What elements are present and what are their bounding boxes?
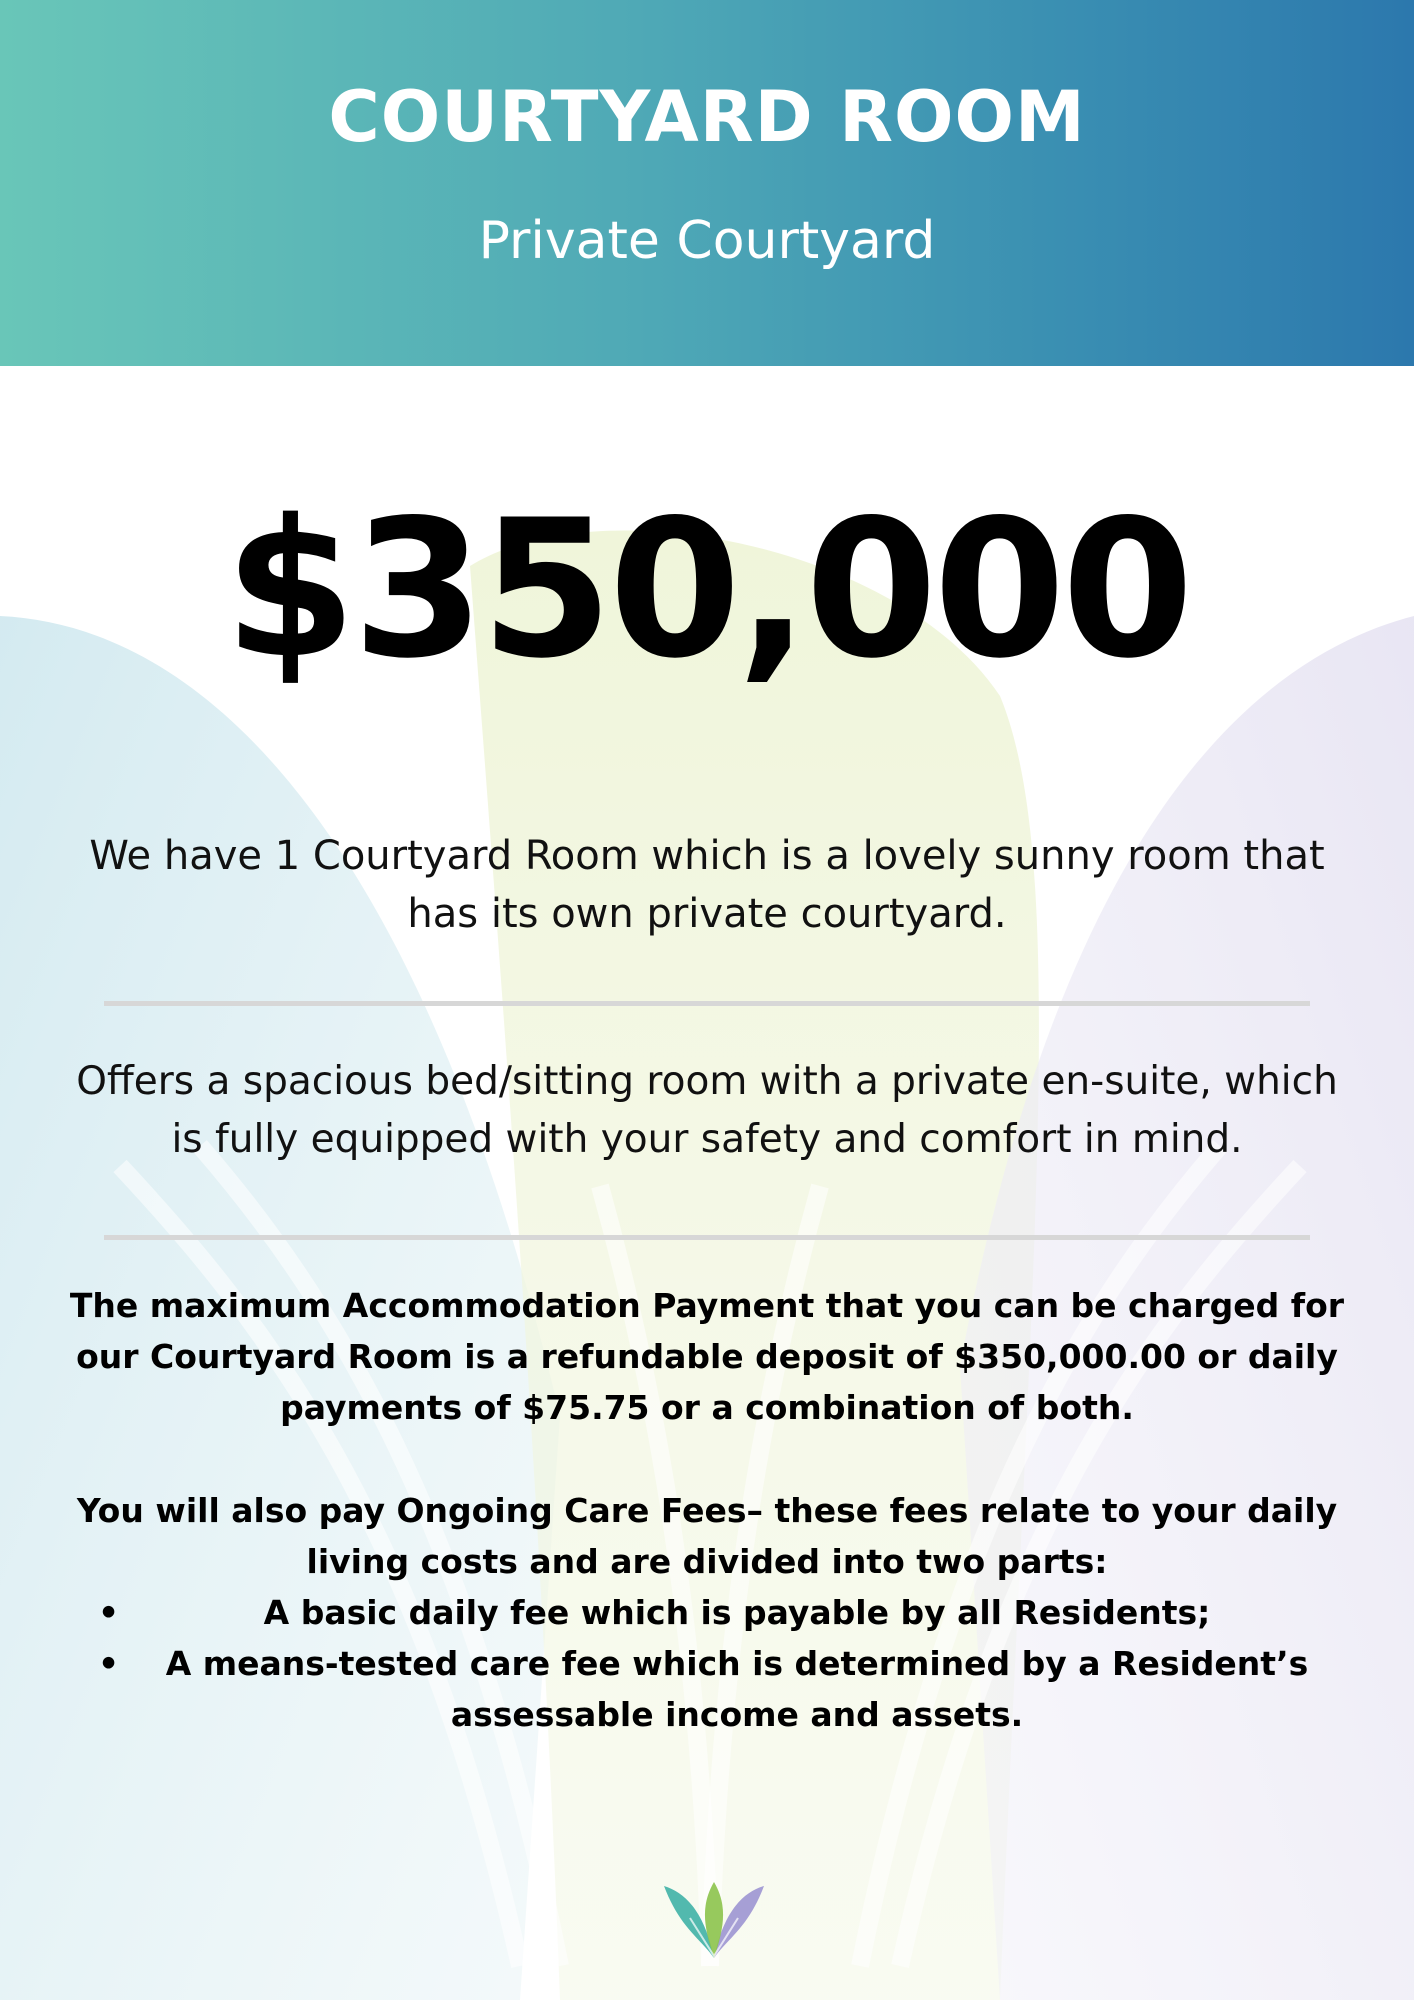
- page-title: COURTYARD ROOM: [328, 76, 1086, 158]
- page-subtitle: Private Courtyard: [478, 211, 936, 271]
- divider-2: [104, 1235, 1310, 1240]
- list-item-text: A basic daily fee which is payable by all Residents;: [263, 1593, 1211, 1632]
- bullet-icon: •: [98, 1593, 120, 1632]
- list-item: [60, 1638, 1354, 1740]
- description-paragraph-2: Offers a spacious bed/sitting room with a private en-suite, which is fully equipped with your safety and comfort in mind.: [76, 1059, 1338, 1162]
- list-item: [60, 1587, 1354, 1638]
- accommodation-payment-text: The maximum Accommodation Payment that you can be charged for our Courtyard Room is a refundable deposit of $350,000.00 or daily payments of $75.75 or a combination of both.: [69, 1286, 1345, 1427]
- description-paragraph-1: We have 1 Courtyard Room which is a lovely sunny room that has its own private courtyard.: [89, 833, 1325, 937]
- butterfly-logo-icon: [660, 1878, 768, 1960]
- divider-1: [104, 1001, 1310, 1006]
- bullet-icon: •: [98, 1644, 120, 1683]
- care-fees-intro: You will also pay Ongoing Care Fees– these fees relate to your daily living costs and are divided into two parts:: [76, 1491, 1338, 1581]
- price-amount: $350,000: [224, 479, 1190, 700]
- list-item-text: A means-tested care fee which is determined by a Resident’s assessable income and assets.: [165, 1644, 1309, 1734]
- care-fees-list: [60, 1587, 1354, 1740]
